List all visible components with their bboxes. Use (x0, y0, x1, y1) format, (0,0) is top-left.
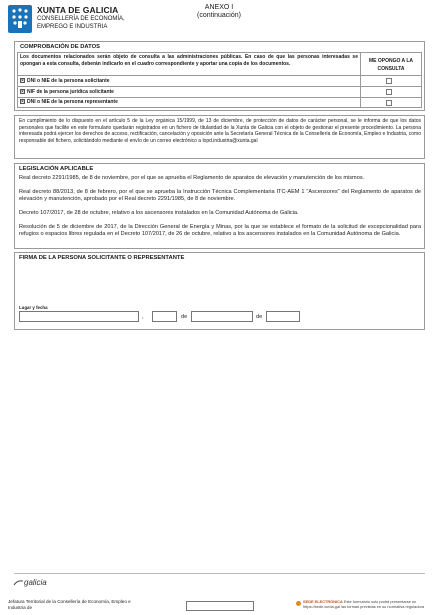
list-item: Real decreto 2291/1985, de 8 de noviembre, por el que se aprueba el Reglamento de aparatos de elevación y manutención de los mismos. (19, 175, 365, 181)
org-name: XUNTA DE GALICIA (37, 5, 119, 15)
year-field[interactable] (266, 311, 300, 322)
table-divider-h2 (17, 86, 422, 87)
galicia-logo-text: galicia (24, 578, 47, 587)
table-divider-h3 (17, 97, 422, 98)
footer-divider (14, 573, 425, 574)
list-item (20, 89, 114, 96)
list-item (20, 99, 118, 106)
oppose-checkbox-3[interactable] (386, 100, 392, 106)
oppose-column-header-2: CONSULTA (377, 66, 405, 72)
sede-electronica-icon (296, 601, 301, 606)
signature-title: FIRMA DE LA PERSONA SOLICITANTE O REPRESENTANTE (19, 255, 185, 261)
place-field[interactable] (19, 311, 139, 322)
doc-label: DNI o NIE de la persona solicitante (27, 78, 110, 84)
day-field[interactable] (152, 311, 177, 322)
checkmark-icon: × (21, 89, 24, 96)
comma-separator: , (142, 314, 144, 320)
comprobacion-title: COMPROBACIÓN DE DATOS (20, 44, 100, 50)
place-date-label: Lugar y fecha (19, 305, 48, 310)
data-protection-text: En cumplimiento de lo dispuesto en el artículo 5 de la Ley orgánica 15/1999, de 13 de diciembre, de protección de datos de carácter personal, se le informa de que los datos personales que facilite en este formulario quedarán registrados en un fichero de titularidad de la Xunta de Galicia con el objeto de gestionar el presente procedimiento. La persona interesada podrá ejercer los derechos de acceso, rectificación, cancelación y oposición ante la Secretaría General Técnica de la Consellería de Economía, Empleo e Industria, como responsable del fichero, solicitándolo mediante el envío de un correo electrónico a lopd.industria@xunta.gal (19, 118, 421, 144)
list-item: Real decreto 88/2013, de 8 de febrero, por el que se aprueba la Instrucción Técnica Complementaria ITC-AEM 1 "Ascensores" del Reglamento de aparatos de elevación y manutención, aprobado por el Real decreto 2291/1985, de 8 de noviembre. (19, 189, 421, 202)
list-item (20, 78, 110, 85)
xunta-shield-logo (7, 4, 33, 34)
checkmark-icon: × (21, 78, 24, 85)
sede-info (303, 600, 433, 610)
table-divider-h1 (17, 75, 422, 76)
de-label-2: de (256, 314, 263, 320)
annex-subtitle: (continuación) (197, 12, 241, 19)
oppose-checkbox-2[interactable] (386, 89, 392, 95)
month-field[interactable] (191, 311, 253, 322)
office-field[interactable] (186, 601, 254, 611)
sede-text-2: las formas previstas en su normativa reguladora (341, 603, 425, 609)
sede-url-link[interactable]: https://sede.xunta.gal (303, 603, 340, 609)
dept-line-1: CONSELLERÍA DE ECONOMÍA, (37, 16, 125, 22)
sede-label: SEDE ELECTRÓNICA (303, 599, 343, 604)
sede-text: Este formulario solo podrá presentarse en (343, 599, 417, 604)
comprobacion-intro: Los documentos relacionados serán objeto de consulta a las administraciones públicas. En caso de que las personas interesadas se opongan a esta consulta, deberán indicarlo en el cuadro correspondiente y aportar una copia de los documentos. (20, 54, 358, 67)
de-label-1: de (181, 314, 188, 320)
office-line-2: Industria de (8, 605, 33, 610)
oppose-checkbox-1[interactable] (386, 78, 392, 84)
doc-label: DNI o NIE de la persona representante (27, 99, 118, 105)
office-line-1: Jefatura Territorial de la Consellería de Economía, Empleo e (8, 599, 131, 604)
dept-line-2: EMPREGO E INDUSTRIA (37, 24, 108, 30)
legislation-title: LEGISLACIÓN APLICABLE (19, 166, 94, 172)
annex-title: ANEXO I (204, 4, 234, 11)
oppose-column-header-1: ME OPONGO A LA (368, 58, 414, 64)
list-item: Resolución de 5 de diciembre de 2017, de la Dirección General de Energía y Minas, por la que se establece el formato de la solicitud de excepcionalidad para refugios o espacios libres regulada en el Decreto 107/2017, de 26 de octubre, relativo a los ascensores instalados en la Comunidad Autónoma de Galicia. (19, 224, 421, 237)
doc-label: NIF de la persona jurídica solicitante (27, 89, 114, 95)
list-item: Decreto 107/2017, de 28 de octubre, relativo a los ascensores instalados en la Comunidad Autónoma de Galicia. (19, 210, 299, 216)
checkmark-icon: × (21, 99, 24, 106)
